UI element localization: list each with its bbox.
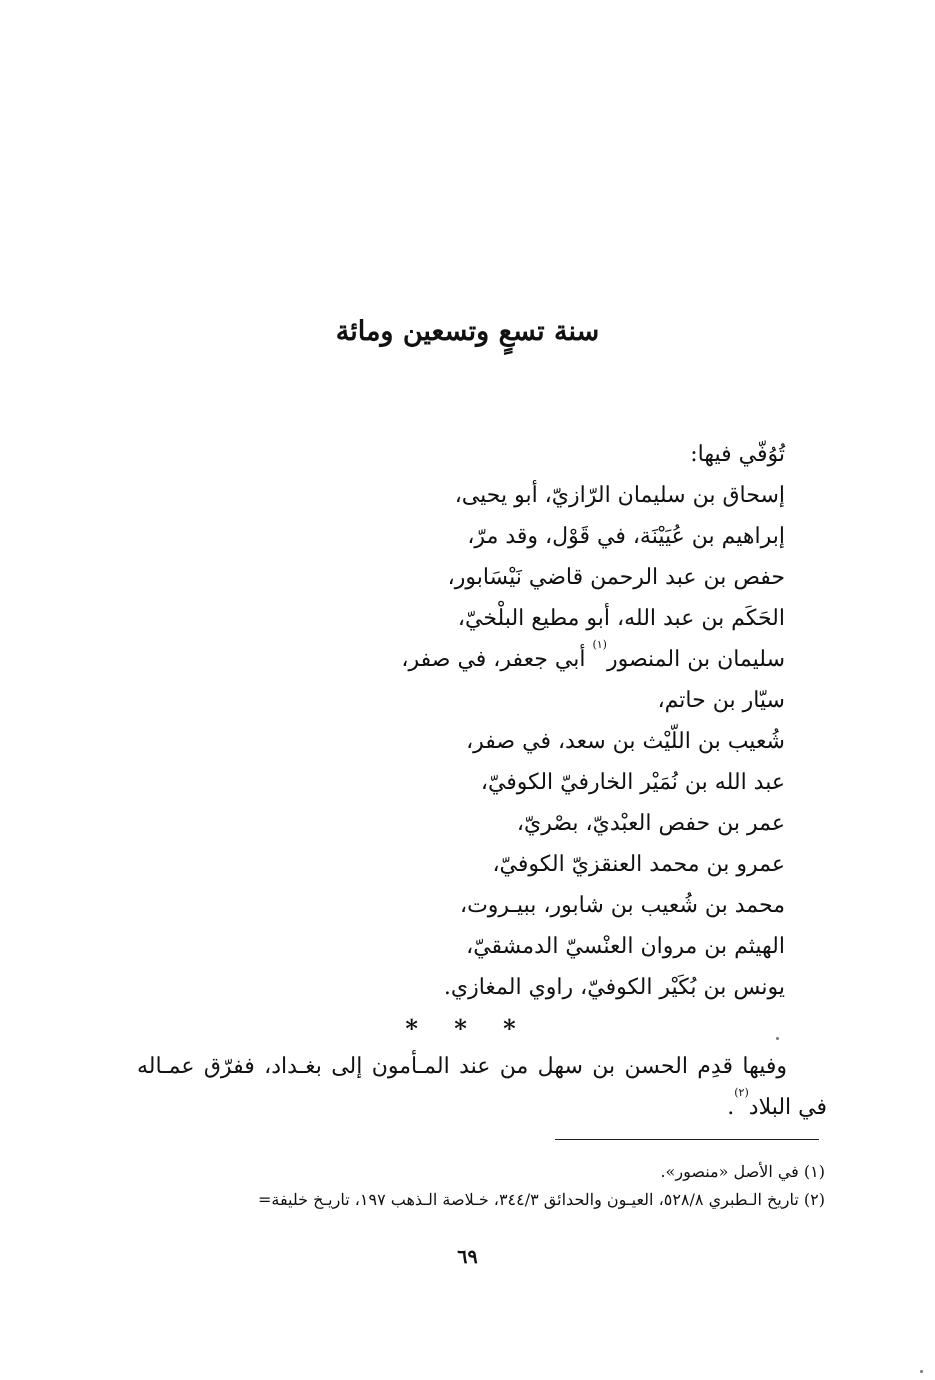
page-number: ٦٩ — [457, 1246, 478, 1268]
list-item: الهيثم بن مروان العنْسيّ الدمشقيّ، — [466, 934, 785, 959]
list-item-text-cont: أبي جعفر، في صفر، — [401, 647, 586, 672]
scan-speck — [920, 1370, 923, 1373]
footnote-2: (٢) تاريخ الـطبري ٥٢٨/٨، العيـون والحدائق ٣٤٤/٣، خـلاصة الـذهب ١٩٧، تاريـخ خليفة= — [257, 1190, 825, 1209]
list-item: يونس بن بُكَيْر الكوفيّ، راوي المغازي. — [443, 975, 785, 1000]
paragraph-end: . — [727, 1095, 735, 1120]
section-title: سنة تسعٍ وتسعين ومائة — [335, 316, 600, 347]
scan-speck — [776, 1037, 779, 1040]
list-item: عمرو بن محمد العنقزيّ الكوفيّ، — [492, 852, 785, 877]
list-item-text: سليمان بن المنصور — [606, 647, 785, 672]
list-item: محمد بن شُعيب بن شابور، ببيـروت، — [459, 893, 785, 918]
list-item: حفص بن عبد الرحمن قاضي نَيْسَابور، — [447, 565, 785, 590]
section-separator: * * * — [405, 1014, 530, 1043]
list-item: إبراهيم بن عُيَيْنَة، في قَوْل، وقد مرّ، — [467, 524, 785, 549]
paragraph-line-1: وفيها قدِم الحسن بن سهل من عند المـأمون إلى بغـداد، ففرّق عمـاله — [137, 1054, 787, 1079]
list-item: عمر بن حفص العبْديّ، بصْريّ، — [516, 811, 785, 836]
list-item: شُعيب بن اللّيْث بن سعد، في صفر، — [466, 729, 785, 754]
list-item: سيّار بن حاتم، — [657, 688, 785, 713]
paragraph-line-2: في البلاد — [748, 1095, 827, 1120]
footnote-divider — [555, 1139, 819, 1140]
body-paragraph — [137, 1046, 827, 1128]
list-item — [225, 639, 785, 680]
list-item: إسحاق بن سليمان الرّازيّ، أبو يحيى، — [454, 483, 785, 508]
list-item: عبد الله بن نُمَيْر الخارفيّ الكوفيّ، — [480, 770, 785, 795]
footnote-ref-1: (١) — [592, 638, 607, 651]
deaths-list — [225, 434, 785, 1008]
list-intro: تُوُفّي فيها: — [690, 442, 785, 467]
footnotes — [125, 1158, 825, 1214]
footnote-1: (١) في الأصل «منصور». — [660, 1162, 825, 1181]
list-item: الحَكَم بن عبد الله، أبو مطيع البلْخيّ، — [457, 606, 785, 631]
footnote-ref-2: (٢) — [734, 1086, 749, 1099]
